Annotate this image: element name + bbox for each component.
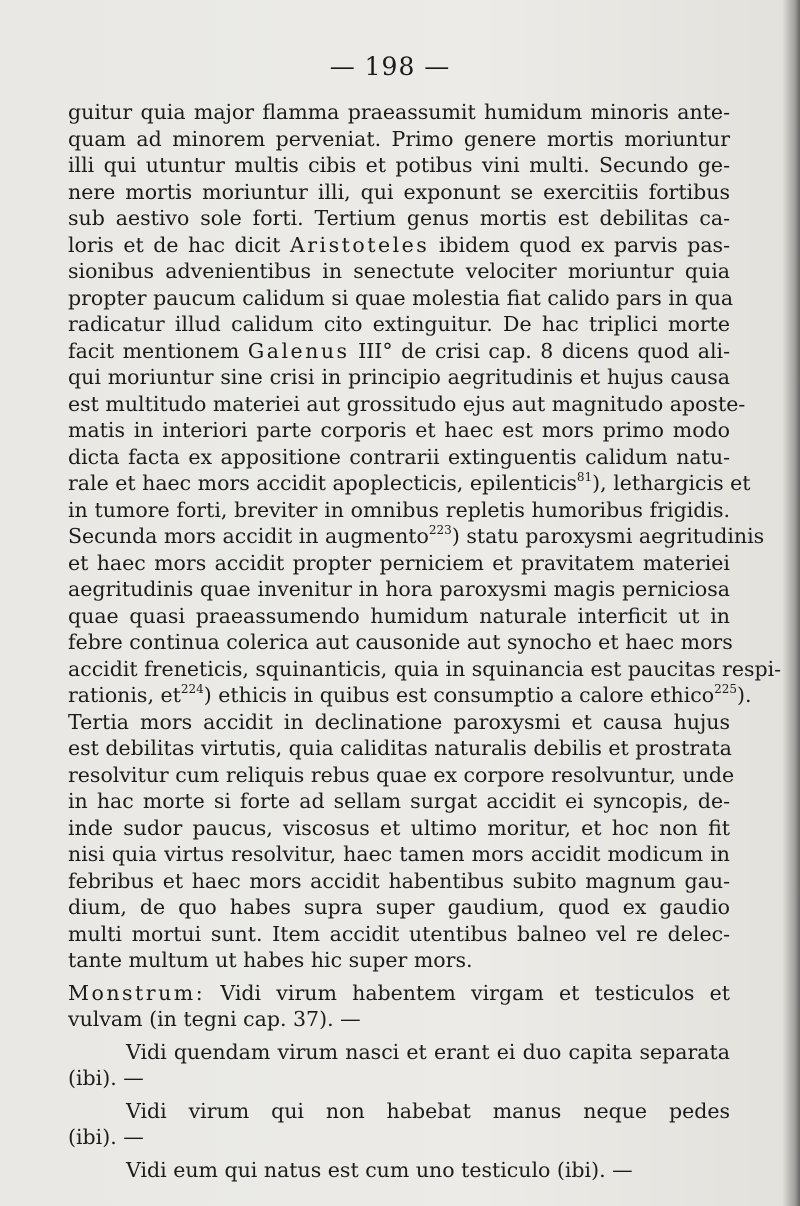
text-run: accidit freneticis, squinanticis, quia in squinancia est paucitas respi- bbox=[68, 656, 782, 681]
text-run: est multitudo materiei aut grossitudo ejus aut magnitudo aposte- bbox=[68, 391, 746, 416]
text-line bbox=[68, 868, 730, 895]
text-run: dicta facta ex appositione contrarii extinguentis calidum natu- bbox=[68, 444, 730, 469]
text-line bbox=[68, 205, 730, 232]
text-run: sionibus advenientibus in senectute velociter moriuntur quia bbox=[68, 259, 730, 283]
text-line bbox=[68, 391, 746, 418]
text-run: et haec mors accidit propter perniciem et pravitatem materiei bbox=[68, 550, 730, 575]
text-line bbox=[68, 762, 735, 789]
text-run: sub aestivo sole forti. Tertium genus mortis est debilitas ca- bbox=[68, 206, 730, 230]
text-body bbox=[68, 99, 782, 1183]
spaced-name: Galenus bbox=[247, 338, 350, 363]
text-line bbox=[68, 788, 730, 815]
text-line bbox=[68, 470, 751, 497]
text-run: matis in interiori parte corporis et haec est mors primo modo bbox=[68, 418, 730, 442]
text-run: tante multum ut habes hic super mors. bbox=[68, 948, 473, 972]
text-run: dium, de quo habes supra super gaudium, quod ex gaudio bbox=[68, 895, 730, 919]
text-line bbox=[68, 947, 730, 974]
text-run: in tumore forti, breviter in omnibus repletis humoribus frigidis. bbox=[68, 497, 730, 522]
text-run: vulvam (in tegni cap. 37). — bbox=[68, 1007, 361, 1031]
text-line bbox=[68, 894, 730, 921]
text-run: guitur quia major flamma praeassumit humidum minoris ante- bbox=[68, 100, 730, 124]
text-line bbox=[68, 99, 730, 126]
text-line bbox=[68, 417, 730, 444]
text-line bbox=[68, 921, 730, 948]
text-line bbox=[68, 1157, 730, 1184]
text-run: facit mentionem bbox=[68, 338, 248, 363]
text-run: Secunda mors accidit in augmento bbox=[68, 524, 429, 548]
text-run: inde sudor paucus, viscosus et ultimo moritur, et hoc non fit bbox=[68, 815, 730, 840]
text-line bbox=[68, 497, 730, 524]
text-run: radicatur illud calidum cito extinguitur. De hac triplici morte bbox=[68, 312, 730, 336]
text-line bbox=[68, 1006, 730, 1033]
text-run: Tertia mors accidit in declinatione paroxysmi et causa hujus bbox=[68, 709, 730, 734]
text-line bbox=[68, 179, 730, 206]
text-line bbox=[68, 523, 765, 550]
spaced-name: Aristoteles bbox=[289, 232, 430, 257]
text-run: in hac morte si forte ad sellam surgat accidit ei syncopis, de- bbox=[68, 789, 730, 813]
page-number: — 198 — bbox=[329, 52, 451, 81]
text-run: nere mortis moriuntur illi, qui exponunt se exercitiis fortibus bbox=[68, 179, 730, 204]
text-run: nisi quia virtus resolvitur, haec tamen mors accidit modicum in bbox=[68, 842, 730, 866]
text-line bbox=[68, 311, 730, 338]
text-line bbox=[68, 980, 730, 1007]
text-run: (ibi). — bbox=[68, 1066, 144, 1090]
text-line bbox=[68, 285, 734, 312]
text-run: aegritudinis quae invenitur in hora paroxysmi magis perniciosa bbox=[68, 577, 730, 601]
text-line bbox=[68, 1098, 730, 1125]
text-line bbox=[68, 550, 730, 577]
text-line bbox=[68, 1065, 730, 1092]
footnote-ref: 225 bbox=[714, 682, 738, 696]
text-run: quae quasi praeassumendo humidum naturale interficit ut in bbox=[68, 603, 730, 628]
text-run: Vidi quendam virum nasci et erant ei duo capita separata bbox=[126, 1039, 730, 1064]
spaced-name: Monstrum: bbox=[68, 980, 206, 1005]
text-line bbox=[68, 364, 730, 391]
text-run: febre continua colerica aut causonide aut synocho et haec mors bbox=[68, 630, 733, 654]
footnote-ref: 224 bbox=[180, 682, 204, 696]
footnote-ref: 223 bbox=[428, 523, 452, 537]
text-line bbox=[68, 735, 730, 762]
text-line bbox=[68, 1039, 730, 1066]
text-line bbox=[68, 1124, 730, 1151]
text-run: ibidem quod ex parvis pas- bbox=[429, 232, 730, 257]
text-run: Vidi virum habentem virgam et testiculos et bbox=[205, 980, 730, 1005]
text-run: ) statu paroxysmi aegritudinis bbox=[451, 524, 765, 548]
text-line bbox=[68, 709, 730, 736]
text-run: loris et de hac dicit bbox=[68, 232, 290, 257]
text-line bbox=[68, 576, 730, 603]
text-line bbox=[68, 338, 730, 365]
text-run: illi qui utuntur multis cibis et potibus vini multi. Secundo ge- bbox=[68, 153, 730, 177]
text-line bbox=[68, 841, 730, 868]
text-run: propter paucum calidum si quae molestia fiat calido pars in qua bbox=[68, 285, 734, 310]
text-run: ), lethargicis et bbox=[592, 471, 751, 495]
text-run: multi mortui sunt. Item accidit utentibus balneo vel re delec- bbox=[68, 921, 730, 946]
text-line bbox=[68, 126, 730, 153]
text-line bbox=[68, 232, 730, 259]
text-run: Vidi virum qui non habebat manus neque pedes bbox=[126, 1098, 730, 1123]
footnote-ref: 81 bbox=[576, 470, 593, 484]
text-line bbox=[68, 815, 730, 842]
text-line bbox=[68, 444, 730, 471]
text-run: ). bbox=[737, 683, 752, 707]
text-run: rationis, et bbox=[68, 683, 181, 707]
text-line bbox=[68, 682, 752, 709]
text-run: est debilitas virtutis, quia caliditas naturalis debilis et prostrata bbox=[68, 736, 732, 760]
text-line bbox=[68, 656, 782, 683]
text-run: rale et haec mors accidit apoplecticis, epilenticis bbox=[68, 471, 577, 495]
page-edge-shadow bbox=[782, 0, 800, 1206]
text-run: quam ad minorem perveniat. Primo genere mortis moriuntur bbox=[68, 126, 730, 151]
text-line bbox=[68, 258, 730, 285]
text-run: Vidi eum qui natus est cum uno testiculo (ibi). — bbox=[126, 1157, 633, 1182]
text-run: febribus et haec mors accidit habentibus subito magnum gau- bbox=[68, 868, 730, 893]
text-run: III° de crisi cap. 8 dicens quod ali- bbox=[349, 338, 730, 363]
text-run: qui moriuntur sine crisi in principio aegritudinis et hujus causa bbox=[68, 365, 730, 389]
text-line bbox=[68, 603, 730, 630]
text-line bbox=[68, 152, 730, 179]
text-line bbox=[68, 629, 733, 656]
text-run: (ibi). — bbox=[68, 1125, 144, 1149]
text-run: resolvitur cum reliquis rebus quae ex corpore resolvuntur, unde bbox=[68, 762, 735, 787]
text-run: ) ethicis in quibus est consumptio a calore ethico bbox=[203, 683, 715, 707]
